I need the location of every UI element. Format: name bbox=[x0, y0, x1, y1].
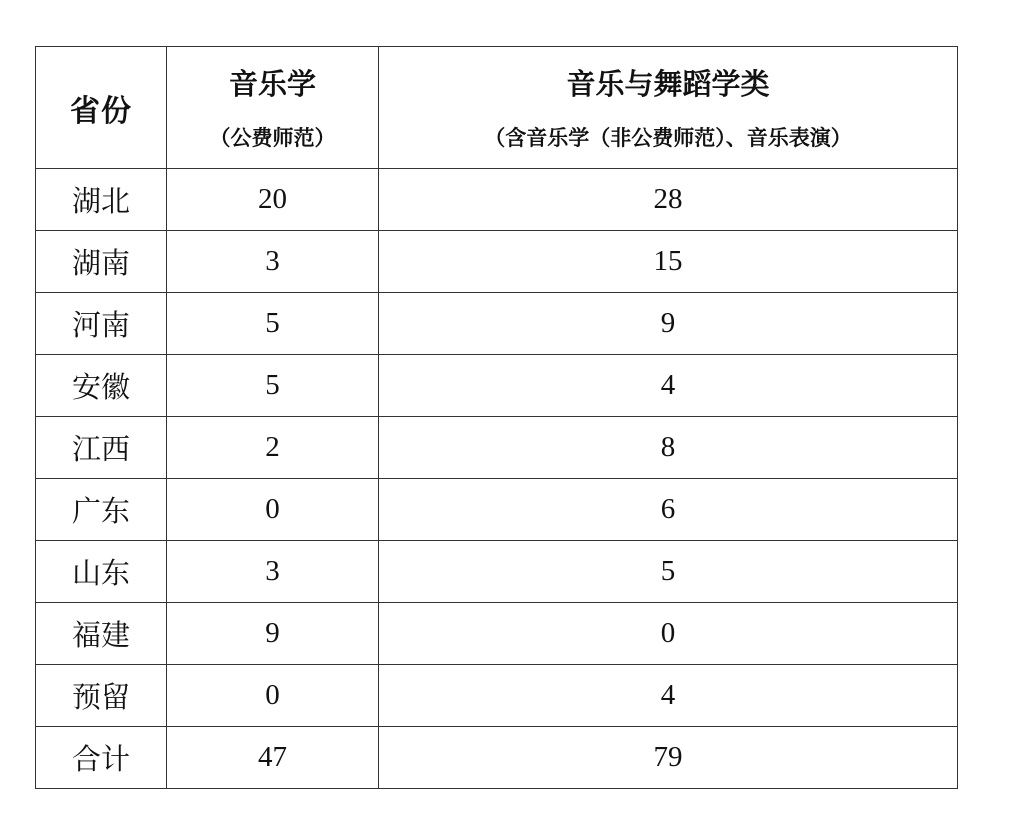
table-row bbox=[36, 355, 958, 417]
cell-music-dance: 4 bbox=[379, 355, 958, 417]
table-row bbox=[36, 665, 958, 727]
table-row bbox=[36, 293, 958, 355]
cell-province: 预留 bbox=[36, 665, 167, 727]
cell-province: 合计 bbox=[36, 727, 167, 789]
header-music-dance-title: 音乐与舞蹈学类 bbox=[566, 66, 770, 101]
cell-music-public: 3 bbox=[167, 231, 379, 293]
cell-province: 安徽 bbox=[36, 355, 167, 417]
table-row-total bbox=[36, 727, 958, 789]
cell-province: 广东 bbox=[36, 479, 167, 541]
cell-music-public: 5 bbox=[167, 293, 379, 355]
quota-table bbox=[35, 46, 958, 789]
cell-music-public: 0 bbox=[167, 665, 379, 727]
table-header bbox=[36, 47, 958, 169]
cell-province: 福建 bbox=[36, 603, 167, 665]
cell-music-public: 3 bbox=[167, 541, 379, 603]
cell-province: 湖北 bbox=[36, 169, 167, 231]
cell-music-dance: 8 bbox=[379, 417, 958, 479]
cell-province: 湖南 bbox=[36, 231, 167, 293]
table-row bbox=[36, 479, 958, 541]
cell-province: 江西 bbox=[36, 417, 167, 479]
header-music-dance bbox=[379, 47, 958, 169]
cell-music-dance: 6 bbox=[379, 479, 958, 541]
header-music-public-subtitle: （公费师范） bbox=[209, 125, 336, 150]
table-row bbox=[36, 169, 958, 231]
cell-music-public: 0 bbox=[167, 479, 379, 541]
cell-music-dance: 0 bbox=[379, 603, 958, 665]
table-body bbox=[36, 169, 958, 789]
cell-province: 河南 bbox=[36, 293, 167, 355]
header-province bbox=[36, 47, 167, 169]
table-row bbox=[36, 541, 958, 603]
header-province-label: 省份 bbox=[70, 93, 132, 129]
table-row bbox=[36, 603, 958, 665]
cell-music-public: 2 bbox=[167, 417, 379, 479]
cell-music-dance: 5 bbox=[379, 541, 958, 603]
cell-music-public: 47 bbox=[167, 727, 379, 789]
cell-music-public: 20 bbox=[167, 169, 379, 231]
table-row bbox=[36, 231, 958, 293]
cell-music-public: 9 bbox=[167, 603, 379, 665]
header-music-public-title: 音乐学 bbox=[228, 66, 316, 101]
cell-music-public: 5 bbox=[167, 355, 379, 417]
cell-music-dance: 79 bbox=[379, 727, 958, 789]
cell-music-dance: 15 bbox=[379, 231, 958, 293]
cell-music-dance: 28 bbox=[379, 169, 958, 231]
cell-province: 山东 bbox=[36, 541, 167, 603]
cell-music-dance: 9 bbox=[379, 293, 958, 355]
header-music-dance-subtitle: （含音乐学（非公费师范）、音乐表演） bbox=[484, 125, 852, 150]
quota-table-container bbox=[35, 46, 958, 789]
table-row bbox=[36, 417, 958, 479]
header-row bbox=[36, 47, 958, 169]
cell-music-dance: 4 bbox=[379, 665, 958, 727]
header-music-public bbox=[167, 47, 379, 169]
